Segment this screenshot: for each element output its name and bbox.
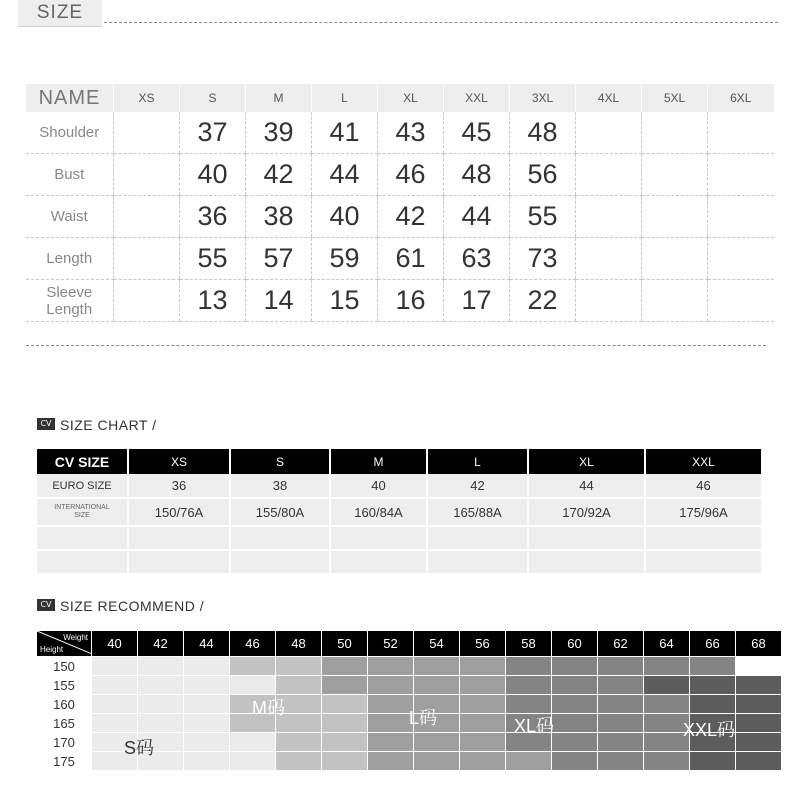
size-zone-cell bbox=[368, 733, 413, 751]
height-row bbox=[37, 676, 781, 694]
size-chart-cell: 46 bbox=[645, 474, 762, 498]
weight-header: 62 bbox=[598, 631, 643, 656]
size-chart-cell: 40 bbox=[330, 474, 427, 498]
size-zone-cell bbox=[184, 676, 229, 694]
size-zone-cell bbox=[322, 657, 367, 675]
size-zone-cell bbox=[460, 695, 505, 713]
measurement-cell: 48 bbox=[510, 112, 576, 154]
size-chart-title: SIZE CHART / bbox=[60, 417, 157, 433]
size-zone-cell bbox=[230, 657, 275, 675]
weight-header: 66 bbox=[690, 631, 735, 656]
size-zone-cell bbox=[138, 695, 183, 713]
size-zone-cell bbox=[460, 657, 505, 675]
size-zone-cell bbox=[322, 714, 367, 732]
size-chart-cell: 165/88A bbox=[427, 498, 528, 526]
size-chart-cell: 38 bbox=[230, 474, 330, 498]
size-zone-cell bbox=[690, 676, 735, 694]
empty-cell bbox=[230, 550, 330, 574]
measurement-cell bbox=[642, 154, 708, 196]
measurement-cell bbox=[114, 238, 180, 280]
cv-logo-icon: CV bbox=[37, 599, 55, 611]
weight-header: 54 bbox=[414, 631, 459, 656]
size-zone-cell bbox=[460, 733, 505, 751]
size-zone-cell bbox=[322, 752, 367, 770]
measurement-cell: 22 bbox=[510, 280, 576, 322]
size-zone-cell bbox=[322, 733, 367, 751]
size-zone-cell bbox=[230, 752, 275, 770]
divider bbox=[26, 345, 766, 346]
size-zone-cell bbox=[460, 676, 505, 694]
height-label-cell: 175 bbox=[37, 752, 91, 770]
size-zone-cell bbox=[598, 676, 643, 694]
size-chart-cell: 42 bbox=[427, 474, 528, 498]
measurement-cell: 46 bbox=[378, 154, 444, 196]
size-zone-cell bbox=[414, 733, 459, 751]
size-zone-cell bbox=[184, 752, 229, 770]
size-zone-cell bbox=[506, 676, 551, 694]
height-row bbox=[37, 657, 781, 675]
size-zone-cell bbox=[276, 676, 321, 694]
measurement-row bbox=[26, 280, 774, 322]
name-header: NAME bbox=[26, 84, 114, 112]
weight-header: 42 bbox=[138, 631, 183, 656]
measurement-cell bbox=[114, 154, 180, 196]
measurement-cell bbox=[114, 280, 180, 322]
weight-header: 68 bbox=[736, 631, 781, 656]
size-header: 4XL bbox=[576, 84, 642, 112]
size-zone-cell bbox=[644, 752, 689, 770]
size-header: XXL bbox=[444, 84, 510, 112]
empty-cell bbox=[230, 526, 330, 550]
measurement-cell bbox=[576, 238, 642, 280]
empty-row bbox=[37, 550, 762, 574]
measurement-row bbox=[26, 196, 774, 238]
size-zone-cell bbox=[184, 657, 229, 675]
size-zone-cell bbox=[322, 695, 367, 713]
empty-cell bbox=[37, 550, 128, 574]
size-zone-cell bbox=[506, 752, 551, 770]
size-zone-cell bbox=[736, 657, 781, 675]
size-zone-cell bbox=[690, 752, 735, 770]
size-header: XL bbox=[378, 84, 444, 112]
measurement-cell: 42 bbox=[246, 154, 312, 196]
size-zone-cell bbox=[644, 657, 689, 675]
size-zone-cell bbox=[92, 714, 137, 732]
weight-header: 50 bbox=[322, 631, 367, 656]
size-zone-cell bbox=[598, 695, 643, 713]
measurement-cell bbox=[642, 280, 708, 322]
row-label: Shoulder bbox=[26, 112, 114, 154]
size-header: XL bbox=[528, 449, 645, 474]
empty-cell bbox=[645, 526, 762, 550]
size-chart-cell: 160/84A bbox=[330, 498, 427, 526]
size-label-xl: XL码 bbox=[514, 716, 555, 736]
size-chart-row bbox=[37, 498, 762, 526]
empty-cell bbox=[528, 526, 645, 550]
weight-header: 58 bbox=[506, 631, 551, 656]
height-label: Height bbox=[40, 645, 64, 654]
weight-header: 52 bbox=[368, 631, 413, 656]
size-zone-cell bbox=[368, 657, 413, 675]
empty-cell bbox=[427, 550, 528, 574]
size-chart-header-row bbox=[37, 449, 762, 474]
row-label: Sleeve Length bbox=[26, 280, 114, 322]
size-header: L bbox=[312, 84, 378, 112]
measurement-cell: 56 bbox=[510, 154, 576, 196]
size-zone-cell bbox=[138, 676, 183, 694]
size-zone-cell bbox=[736, 714, 781, 732]
weight-header: 48 bbox=[276, 631, 321, 656]
size-zone-cell bbox=[368, 676, 413, 694]
weight-header: 44 bbox=[184, 631, 229, 656]
cv-logo-icon: CV bbox=[37, 418, 55, 430]
size-header: S bbox=[180, 84, 246, 112]
weight-header: 46 bbox=[230, 631, 275, 656]
empty-row bbox=[37, 526, 762, 550]
size-zone-cell bbox=[552, 657, 597, 675]
size-zone-cell bbox=[138, 657, 183, 675]
size-chart-cell: 36 bbox=[128, 474, 230, 498]
size-zone-cell bbox=[552, 676, 597, 694]
size-zone-cell bbox=[644, 676, 689, 694]
size-tab: SIZE bbox=[18, 0, 102, 27]
row-label: Waist bbox=[26, 196, 114, 238]
measurement-cell: 40 bbox=[312, 196, 378, 238]
size-zone-cell bbox=[322, 676, 367, 694]
size-zone-cell bbox=[736, 752, 781, 770]
measurement-cell: 45 bbox=[444, 112, 510, 154]
size-zone-cell bbox=[736, 676, 781, 694]
weight-label: Weight bbox=[63, 633, 88, 642]
size-zone-cell bbox=[184, 733, 229, 751]
measurement-cell: 17 bbox=[444, 280, 510, 322]
size-zone-cell bbox=[92, 695, 137, 713]
measurement-cell bbox=[642, 238, 708, 280]
height-label-cell: 170 bbox=[37, 733, 91, 751]
size-chart-cell: 44 bbox=[528, 474, 645, 498]
measurement-cell: 41 bbox=[312, 112, 378, 154]
measurement-row bbox=[26, 112, 774, 154]
row-label: Bust bbox=[26, 154, 114, 196]
empty-cell bbox=[128, 526, 230, 550]
measurement-cell: 14 bbox=[246, 280, 312, 322]
size-zone-cell bbox=[598, 752, 643, 770]
size-zone-cell bbox=[414, 676, 459, 694]
size-header: M bbox=[330, 449, 427, 474]
empty-cell bbox=[330, 550, 427, 574]
size-header: XS bbox=[114, 84, 180, 112]
size-zone-cell bbox=[368, 695, 413, 713]
size-zone-cell bbox=[460, 752, 505, 770]
measurement-cell bbox=[708, 112, 774, 154]
size-zone-cell bbox=[230, 676, 275, 694]
height-label-cell: 155 bbox=[37, 676, 91, 694]
measurement-cell: 55 bbox=[180, 238, 246, 280]
size-zone-cell bbox=[552, 714, 597, 732]
empty-cell bbox=[427, 526, 528, 550]
size-zone-cell bbox=[736, 733, 781, 751]
size-zone-cell bbox=[414, 657, 459, 675]
measurement-cell: 40 bbox=[180, 154, 246, 196]
weight-header: 56 bbox=[460, 631, 505, 656]
measurement-cell bbox=[576, 280, 642, 322]
measurement-row bbox=[26, 238, 774, 280]
weight-header: 40 bbox=[92, 631, 137, 656]
measurement-cell bbox=[642, 112, 708, 154]
measurement-cell bbox=[576, 154, 642, 196]
measurement-header-row bbox=[26, 84, 774, 112]
size-zone-cell bbox=[460, 714, 505, 732]
size-zone-cell bbox=[598, 714, 643, 732]
size-zone-cell bbox=[184, 714, 229, 732]
measurement-cell: 48 bbox=[444, 154, 510, 196]
row-label: INTERNATIONAL SIZE bbox=[37, 498, 128, 526]
size-header: XXL bbox=[645, 449, 762, 474]
size-zone-cell bbox=[690, 657, 735, 675]
measurement-row bbox=[26, 154, 774, 196]
size-zone-cell bbox=[506, 657, 551, 675]
size-header: 6XL bbox=[708, 84, 774, 112]
size-zone-cell bbox=[506, 695, 551, 713]
size-header: S bbox=[230, 449, 330, 474]
size-header: 3XL bbox=[510, 84, 576, 112]
size-chart-cell: 155/80A bbox=[230, 498, 330, 526]
row-label: Length bbox=[26, 238, 114, 280]
measurement-cell bbox=[708, 154, 774, 196]
cv-size-header: CV SIZE bbox=[37, 449, 128, 474]
measurement-cell: 43 bbox=[378, 112, 444, 154]
size-zone-cell bbox=[690, 695, 735, 713]
measurement-cell: 57 bbox=[246, 238, 312, 280]
measurement-cell: 59 bbox=[312, 238, 378, 280]
size-chart-table bbox=[37, 449, 763, 575]
empty-cell bbox=[128, 550, 230, 574]
measurement-cell bbox=[708, 196, 774, 238]
measurement-cell: 63 bbox=[444, 238, 510, 280]
height-label-cell: 165 bbox=[37, 714, 91, 732]
empty-cell bbox=[528, 550, 645, 574]
size-label-l: L码 bbox=[409, 708, 438, 728]
empty-cell bbox=[330, 526, 427, 550]
size-zone-cell bbox=[276, 733, 321, 751]
measurement-cell bbox=[708, 238, 774, 280]
size-header: 5XL bbox=[642, 84, 708, 112]
measurement-cell: 39 bbox=[246, 112, 312, 154]
size-zone-cell bbox=[368, 714, 413, 732]
weight-header-row bbox=[37, 631, 781, 656]
measurement-cell: 44 bbox=[444, 196, 510, 238]
size-zone-cell bbox=[276, 752, 321, 770]
empty-cell bbox=[645, 550, 762, 574]
measurement-cell bbox=[576, 112, 642, 154]
size-chart-cell: 170/92A bbox=[528, 498, 645, 526]
measurement-cell: 61 bbox=[378, 238, 444, 280]
measurement-cell: 13 bbox=[180, 280, 246, 322]
size-zone-cell bbox=[598, 733, 643, 751]
measurement-cell bbox=[114, 112, 180, 154]
size-zone-cell bbox=[414, 752, 459, 770]
size-recommend-title: SIZE RECOMMEND / bbox=[60, 598, 205, 614]
size-header: M bbox=[246, 84, 312, 112]
size-zone-cell bbox=[92, 657, 137, 675]
size-zone-cell bbox=[552, 733, 597, 751]
size-zone-cell bbox=[736, 695, 781, 713]
measurement-cell: 42 bbox=[378, 196, 444, 238]
size-chart-row bbox=[37, 474, 762, 498]
size-chart-cell: 175/96A bbox=[645, 498, 762, 526]
height-label-cell: 150 bbox=[37, 657, 91, 675]
size-zone-cell bbox=[644, 695, 689, 713]
size-zone-cell bbox=[138, 714, 183, 732]
weight-height-corner bbox=[37, 631, 91, 656]
measurement-cell: 73 bbox=[510, 238, 576, 280]
row-label: EURO SIZE bbox=[37, 474, 128, 498]
size-zone-cell bbox=[184, 695, 229, 713]
measurement-cell: 15 bbox=[312, 280, 378, 322]
measurement-cell bbox=[642, 196, 708, 238]
empty-cell bbox=[37, 526, 128, 550]
size-zone-cell bbox=[92, 676, 137, 694]
measurement-cell bbox=[114, 196, 180, 238]
height-label-cell: 160 bbox=[37, 695, 91, 713]
size-zone-cell bbox=[230, 733, 275, 751]
size-label-xxl: XXL码 bbox=[683, 720, 736, 740]
divider bbox=[104, 22, 778, 23]
size-zone-cell bbox=[368, 752, 413, 770]
measurement-cell: 55 bbox=[510, 196, 576, 238]
size-zone-cell bbox=[552, 752, 597, 770]
measurement-cell bbox=[708, 280, 774, 322]
size-chart-cell: 150/76A bbox=[128, 498, 230, 526]
size-header: XS bbox=[128, 449, 230, 474]
measurement-cell: 16 bbox=[378, 280, 444, 322]
weight-header: 60 bbox=[552, 631, 597, 656]
measurement-cell: 38 bbox=[246, 196, 312, 238]
measurement-cell: 36 bbox=[180, 196, 246, 238]
size-zone-cell bbox=[552, 695, 597, 713]
size-label-m: M码 bbox=[252, 698, 285, 718]
measurement-cell: 37 bbox=[180, 112, 246, 154]
size-zone-cell bbox=[598, 657, 643, 675]
size-zone-cell bbox=[276, 657, 321, 675]
measurement-cell bbox=[576, 196, 642, 238]
size-label-s: S码 bbox=[124, 738, 155, 758]
size-header: L bbox=[427, 449, 528, 474]
measurement-table bbox=[25, 84, 774, 322]
weight-header: 64 bbox=[644, 631, 689, 656]
measurement-cell: 44 bbox=[312, 154, 378, 196]
